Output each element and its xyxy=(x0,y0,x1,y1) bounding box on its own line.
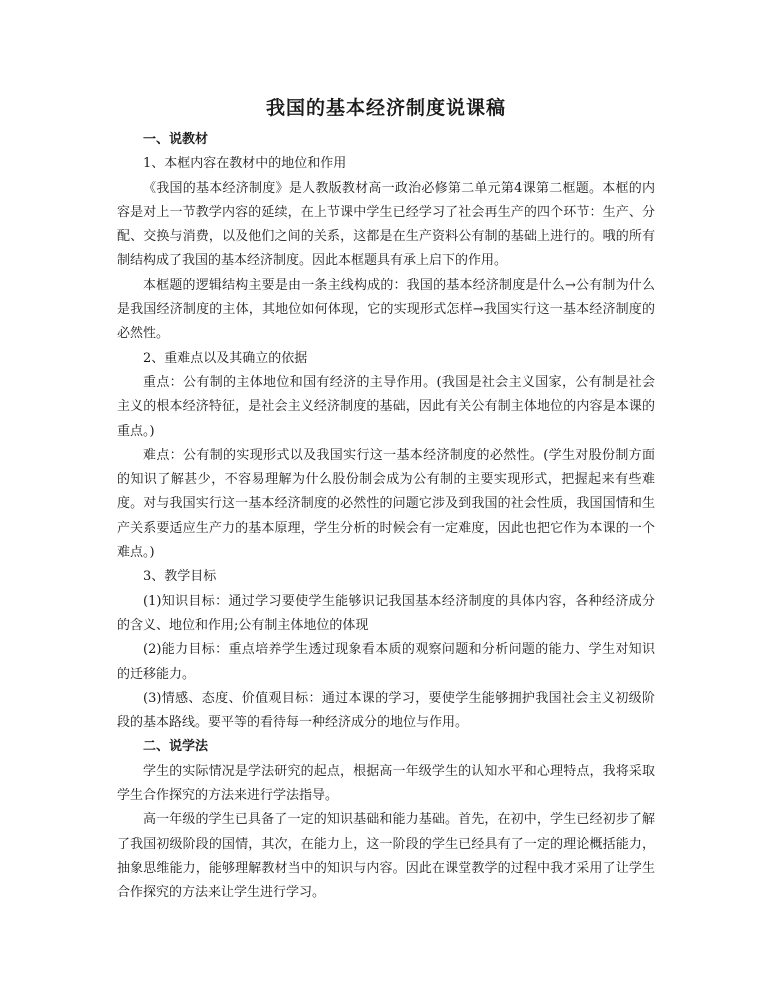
subheading-teaching-goals: 3、教学目标 xyxy=(143,569,217,585)
paragraph: (3)情感、态度、价值观目标：通过本课的学习，要使学生能够拥护我国社会主义初级阶段的基本路线。要平等的看待每一种经济成分的地位与作用。 xyxy=(117,690,655,731)
subheading-key-difficult-points: 2、重难点以及其确立的依据 xyxy=(143,350,308,366)
paragraph: 高一年级的学生已具备了一定的知识基础和能力基础。首先，在初中，学生已经初步了解了我国初级阶段的国情，其次，在能力上，这一阶段的学生已经具有了一定的理论概括能力，抽象思维能力，能够理解教材当中的知识与内容。因此在课堂教学的过程中我才采用了让学生合作探究的方法来让学生进行学习。 xyxy=(117,812,655,901)
paragraph: 本框题的逻辑结构主要是由一条主线构成的：我国的基本经济制度是什么→公有制为什么是我国经济制度的主体，其地位如何体现，它的实现形式怎样→我国实行这一基本经济制度的必然性。 xyxy=(117,277,655,342)
paragraph: 学生的实际情况是学法研究的起点，根据高一年级学生的认知水平和心理特点，我将采取学生合作探究的方法来进行学法指导。 xyxy=(117,763,655,804)
section-heading-learning-methods: 二、说学法 xyxy=(143,739,209,755)
paragraph: 重点：公有制的主体地位和国有经济的主导作用。(我国是社会主义国家，公有制是社会主义的根本经济特征，是社会主义经济制度的基础，因此有关公有制主体地位的内容是本课的重点。) xyxy=(117,374,655,439)
paragraph: (2)能力目标：重点培养学生透过现象看本质的观察问题和分析问题的能力、学生对知识的迁移能力。 xyxy=(117,642,655,682)
page-title: 我国的基本经济制度说课稿 xyxy=(265,97,506,119)
paragraph: 《我国的基本经济制度》是人教版教材高一政治必修第二单元第4课第二框题。本框的内容是对上一节教学内容的延续，在上节课中学生已经学习了社会再生产的四个环节：生产、分配、交换与消费，以及他们之间的关系，这都是在生产资料公有制的基础上进行的。哦的所有制结构成了我国的基本经济制度。因此本框题具有承上启下的作用。 xyxy=(117,180,655,269)
paragraph: 难点：公有制的实现形式以及我国实行这一基本经济制度的必然性。(学生对股份制方面的知识了解甚少，不容易理解为什么股份制会成为公有制的主要实现形式，把握起来有些难度。对与我国实行这一基本经济制度的必然性的问题它涉及到我国的社会性质，我国国情和生产关系要适应生产力的基本原理，学生分析的时候会有一定难度，因此也把它作为本课的一个难点。) xyxy=(117,447,655,561)
paragraph: (1)知识目标：通过学习要使学生能够识记我国基本经济制度的具体内容，各种经济成分的含义、地位和作用;公有制主体地位的体现 xyxy=(117,593,655,633)
subheading-position-role: 1、本框内容在教材中的地位和作用 xyxy=(143,156,347,172)
document-body xyxy=(117,128,655,906)
section-heading-textbook: 一、说教材 xyxy=(143,132,209,147)
